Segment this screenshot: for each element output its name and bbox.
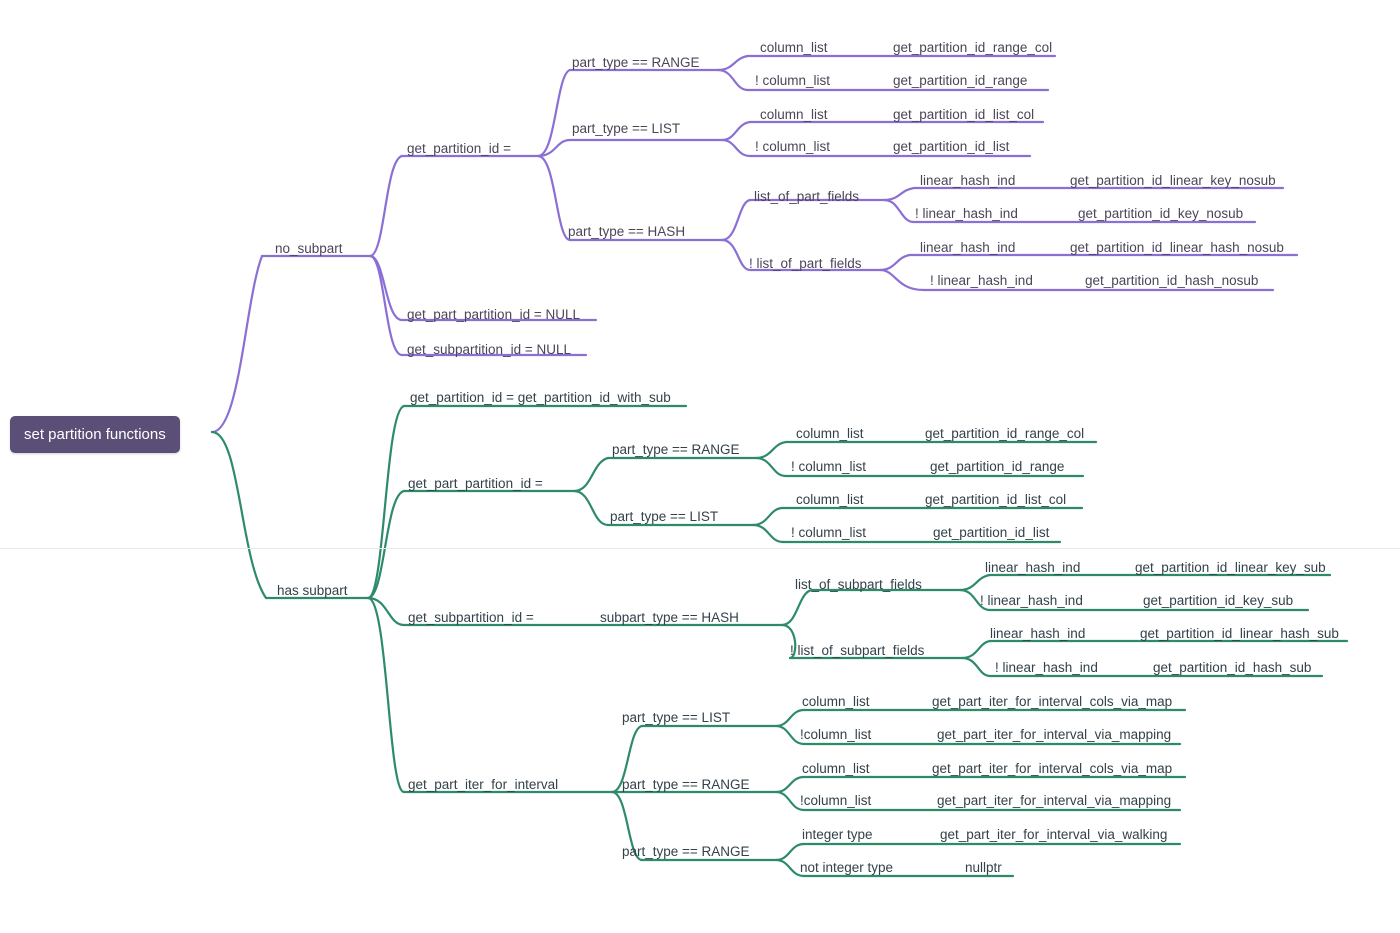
mindmap-node-n13[interactable]: [568, 224, 685, 240]
mindmap-node-n45[interactable]: [1143, 593, 1293, 609]
mindmap-node-label: ! column_list: [791, 459, 867, 474]
mindmap-node-label: get_partition_id_linear_hash_sub: [1140, 626, 1339, 641]
mindmap-node-label: get_part_iter_for_interval: [408, 777, 559, 792]
mindmap-node-label: ! linear_hash_ind: [915, 206, 1018, 221]
mindmap-node-n24[interactable]: [407, 307, 580, 323]
mindmap-node-n20[interactable]: [920, 240, 1015, 256]
mindmap-node-n50[interactable]: [1153, 660, 1311, 676]
mindmap-node-label: subpart_type == HASH: [600, 610, 739, 625]
mindmap-node-n28[interactable]: [408, 476, 543, 492]
mindmap-node-label: get_partition_id_key_sub: [1143, 593, 1294, 608]
mindmap-node-label: get_partition_id_hash_nosub: [1085, 273, 1259, 288]
mindmap-node-label: part_type == LIST: [572, 121, 681, 136]
mindmap-node-n2[interactable]: [407, 141, 511, 157]
mindmap-node-n16[interactable]: [1070, 173, 1276, 189]
mindmap-node-label: !column_list: [800, 793, 872, 808]
mindmap-node-label: column_list: [760, 40, 828, 55]
mindmap-node-n18[interactable]: [1078, 206, 1243, 222]
mindmap-node-n60[interactable]: [800, 793, 871, 809]
mindmap-node-label: get_subpartition_id = NULL: [407, 342, 571, 357]
mindmap-node-n25[interactable]: [407, 342, 571, 358]
mindmap-node-n47[interactable]: [990, 626, 1085, 642]
mindmap-node-label: get_part_iter_for_interval_via_mapping: [937, 727, 1172, 742]
mindmap-node-n3[interactable]: [572, 55, 700, 71]
mindmap-node-label: ! column_list: [755, 73, 831, 88]
mindmap-node-n6[interactable]: [755, 73, 830, 89]
mindmap-node-label: part_type == RANGE: [612, 442, 740, 457]
mindmap-node-n44[interactable]: [980, 593, 1083, 609]
mindmap-node-label: column_list: [802, 761, 870, 776]
mindmap-node-n66[interactable]: [965, 860, 1002, 876]
mindmap-node-n46[interactable]: [790, 643, 924, 659]
mindmap-node-label: linear_hash_ind: [920, 173, 1016, 188]
mindmap-node-label: get_partition_id_linear_key_nosub: [1070, 173, 1276, 188]
mindmap-node-label: column_list: [796, 426, 864, 441]
mindmap-node-n38[interactable]: [933, 525, 1049, 541]
mindmap-node-n17[interactable]: [915, 206, 1018, 222]
mindmap-node-n55[interactable]: [800, 727, 871, 743]
mindmap-node-n19[interactable]: [749, 256, 862, 272]
mindmap-node-n31[interactable]: [925, 426, 1084, 442]
mindmap-node-label: no_subpart: [275, 241, 343, 256]
mindmap-node-n52[interactable]: [622, 710, 730, 726]
mindmap-node-n1[interactable]: [275, 241, 343, 257]
mindmap-node-n22[interactable]: [930, 273, 1033, 289]
mindmap-node-n42[interactable]: [985, 560, 1080, 576]
mindmap-node-label: part_type == LIST: [610, 509, 719, 524]
mindmap-node-n4[interactable]: [760, 40, 828, 56]
mindmap-node-label: part_type == HASH: [568, 224, 686, 239]
mindmap-node-label: get_partition_id = get_partition_id_with_sub: [410, 390, 671, 405]
mindmap-node-n49[interactable]: [995, 660, 1098, 676]
mindmap-node-label: has subpart: [277, 583, 348, 598]
mindmap-node-label: get_partition_id =: [407, 141, 511, 156]
mindmap-node-n29[interactable]: [612, 442, 740, 458]
mindmap-node-label: column_list: [802, 694, 870, 709]
mindmap-node-n61[interactable]: [937, 793, 1171, 809]
mindmap-node-label: get_partition_id_range_col: [925, 426, 1085, 441]
mindmap-node-n63[interactable]: [802, 827, 873, 843]
mindmap-node-n57[interactable]: [622, 777, 750, 793]
mindmap-node-label: linear_hash_ind: [920, 240, 1016, 255]
mindmap-node-n27[interactable]: [410, 390, 671, 406]
mindmap-node-label: ! list_of_subpart_fields: [790, 643, 925, 658]
mindmap-node-n48[interactable]: [1140, 626, 1339, 642]
mindmap-node-n40[interactable]: [600, 610, 739, 626]
mindmap-node-n64[interactable]: [940, 827, 1167, 843]
mindmap-node-label: get_subpartition_id =: [408, 610, 534, 625]
mindmap-node-n36[interactable]: [925, 492, 1066, 508]
mindmap-node-n9[interactable]: [760, 107, 828, 123]
mindmap-node-label: get_part_partition_id = NULL: [407, 307, 580, 322]
mindmap-node-n10[interactable]: [893, 107, 1034, 123]
mindmap-node-label: get_partition_id_linear_key_sub: [1135, 560, 1326, 575]
mindmap-node-label: part_type == LIST: [622, 710, 731, 725]
horizontal-divider: [0, 548, 1400, 549]
mindmap-node-label: ! list_of_part_fields: [749, 256, 862, 271]
mindmap-node-label: column_list: [760, 107, 828, 122]
mindmap-node-n32[interactable]: [791, 459, 866, 475]
mindmap-node-label: get_partition_id_list: [933, 525, 1050, 540]
mindmap-node-label: get_partition_id_range_col: [893, 40, 1053, 55]
mindmap-node-label: ! linear_hash_ind: [995, 660, 1098, 675]
mindmap-node-n54[interactable]: [932, 694, 1172, 710]
mindmap-node-label: not integer type: [800, 860, 894, 875]
mindmap-node-label: get_partition_id_range: [930, 459, 1065, 474]
mindmap-node-label: part_type == RANGE: [622, 777, 750, 792]
mindmap-node-label: get_partition_id_list_col: [893, 107, 1035, 122]
mindmap-node-n39[interactable]: [408, 610, 534, 626]
mindmap-node-n30[interactable]: [796, 426, 864, 442]
mindmap-node-label: get_part_partition_id =: [408, 476, 543, 491]
mindmap-node-label: get_partition_id_hash_sub: [1153, 660, 1312, 675]
mindmap-node-n8[interactable]: [572, 121, 680, 137]
root-node-label: set partition functions: [24, 426, 166, 443]
mindmap-node-n65[interactable]: [800, 860, 893, 876]
mindmap-node-label: column_list: [796, 492, 864, 507]
mindmap-node-label: get_partition_id_linear_hash_nosub: [1070, 240, 1284, 255]
mindmap-node-label: part_type == RANGE: [622, 844, 750, 859]
mindmap-node-label: ! linear_hash_ind: [930, 273, 1033, 288]
root-node[interactable]: [10, 416, 180, 453]
mindmap-node-label: !column_list: [800, 727, 872, 742]
mindmap-node-n5[interactable]: [893, 40, 1052, 56]
mindmap-node-n59[interactable]: [932, 761, 1172, 777]
mindmap-node-n26[interactable]: [277, 583, 348, 599]
mindmap-node-n41[interactable]: [795, 577, 922, 593]
mindmap-node-n14[interactable]: [754, 189, 859, 205]
mindmap-node-n51[interactable]: [408, 777, 558, 793]
mindmap-node-n11[interactable]: [755, 139, 830, 155]
mindmap-node-label: get_part_iter_for_interval_cols_via_map: [932, 761, 1173, 776]
mindmap-node-label: ! column_list: [791, 525, 867, 540]
mindmap-node-label: get_part_iter_for_interval_cols_via_map: [932, 694, 1173, 709]
mindmap-node-label: get_partition_id_list: [893, 139, 1010, 154]
mindmap-node-label: list_of_part_fields: [754, 189, 860, 204]
mindmap-node-n43[interactable]: [1135, 560, 1326, 576]
mindmap-node-n35[interactable]: [796, 492, 864, 508]
mindmap-node-n34[interactable]: [610, 509, 718, 525]
mindmap-node-n56[interactable]: [937, 727, 1171, 743]
mindmap-node-label: linear_hash_ind: [990, 626, 1086, 641]
mindmap-node-label: get_part_iter_for_interval_via_mapping: [937, 793, 1172, 808]
mindmap-node-n12[interactable]: [893, 139, 1009, 155]
mindmap-node-label: nullptr: [965, 860, 1002, 875]
mindmap-node-n62[interactable]: [622, 844, 750, 860]
mindmap-node-n37[interactable]: [791, 525, 866, 541]
mindmap-node-label: get_part_iter_for_interval_via_walking: [940, 827, 1168, 842]
mindmap-node-label: list_of_subpart_fields: [795, 577, 922, 592]
mindmap-node-n7[interactable]: [893, 73, 1027, 89]
mindmap-node-n33[interactable]: [930, 459, 1064, 475]
mindmap-node-label: get_partition_id_key_nosub: [1078, 206, 1244, 221]
mindmap-node-n53[interactable]: [802, 694, 870, 710]
mindmap-node-n58[interactable]: [802, 761, 870, 777]
mindmap-node-label: ! column_list: [755, 139, 831, 154]
mindmap-node-n15[interactable]: [920, 173, 1015, 189]
mindmap-node-label: ! linear_hash_ind: [980, 593, 1083, 608]
mindmap-node-n23[interactable]: [1085, 273, 1258, 289]
mindmap-node-label: part_type == RANGE: [572, 55, 700, 70]
mindmap-node-label: integer type: [802, 827, 873, 842]
mindmap-node-label: get_partition_id_range: [893, 73, 1028, 88]
mindmap-node-label: get_partition_id_list_col: [925, 492, 1067, 507]
mindmap-node-label: linear_hash_ind: [985, 560, 1081, 575]
mindmap-node-n21[interactable]: [1070, 240, 1284, 256]
